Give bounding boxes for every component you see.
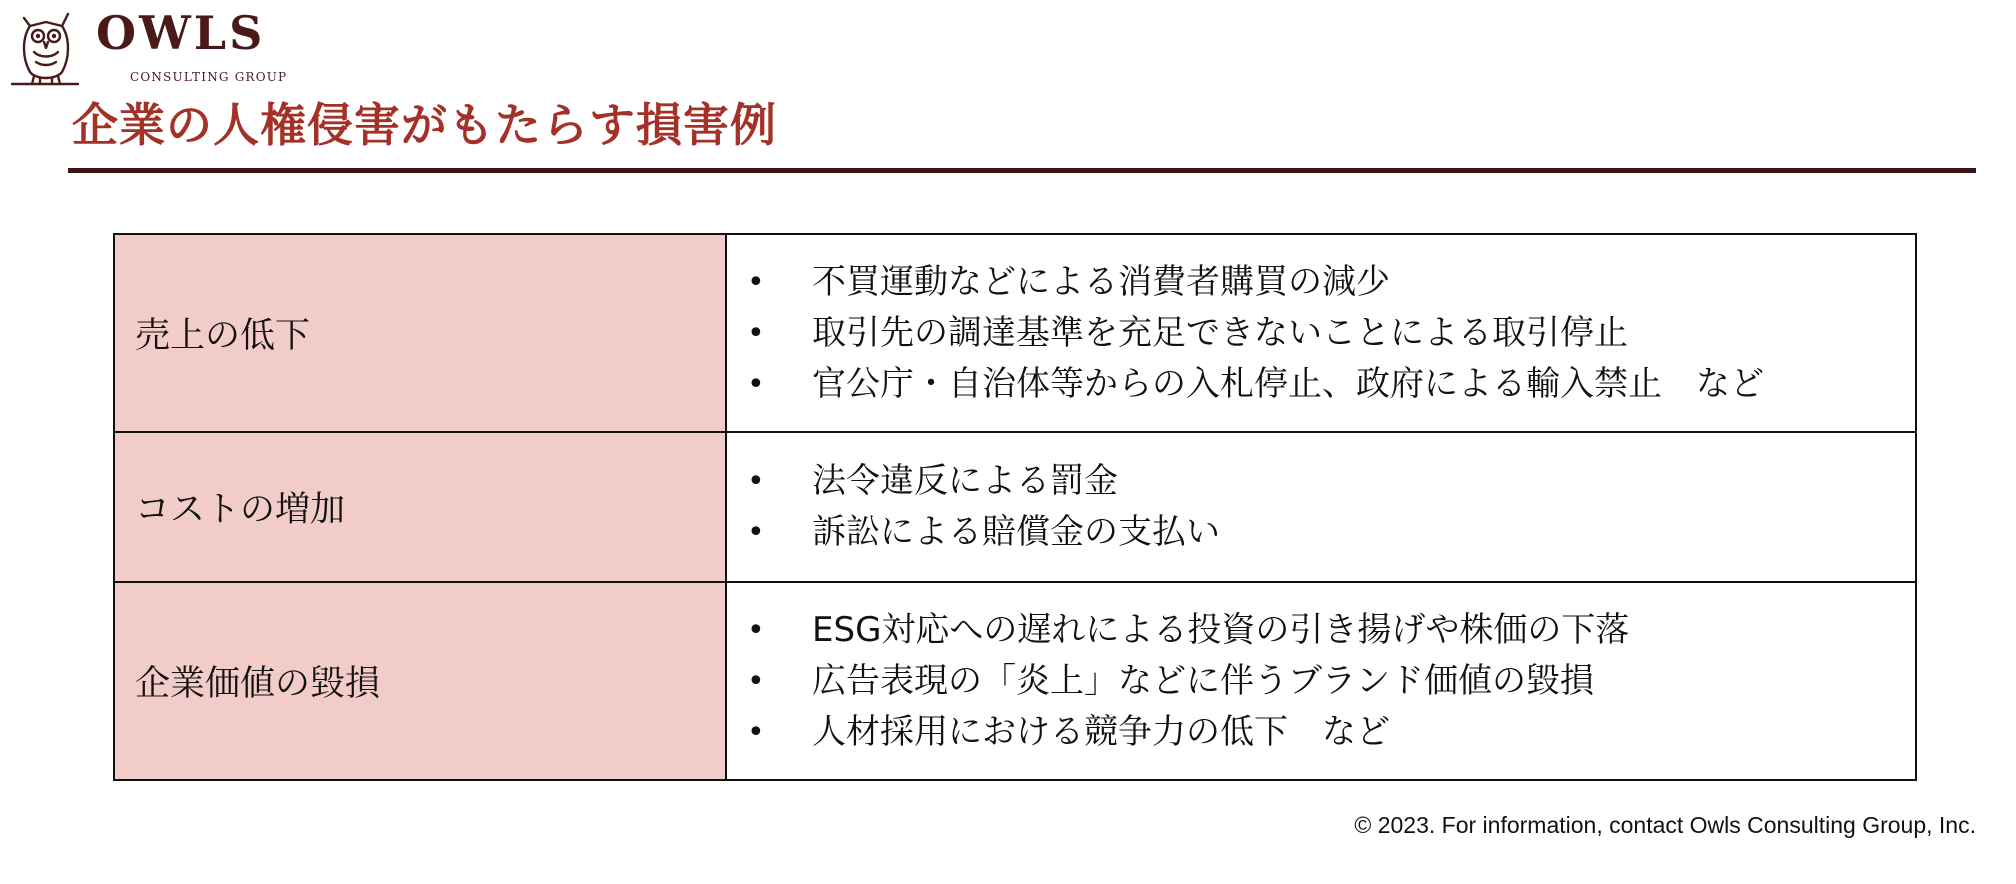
owl-icon bbox=[8, 4, 84, 88]
table-row bbox=[114, 432, 1916, 582]
copyright-footer: © 2023. For information, contact Owls Consulting Group, Inc. bbox=[1354, 812, 1976, 838]
bullet-list bbox=[727, 257, 1915, 410]
logo-name: OWLS bbox=[96, 6, 266, 60]
examples-cell bbox=[726, 432, 1916, 582]
list-item: • 訴訟による賠償金の支払い bbox=[747, 507, 1915, 558]
examples-cell bbox=[726, 234, 1916, 432]
examples-cell bbox=[726, 582, 1916, 780]
bullet-list bbox=[727, 605, 1915, 758]
list-item: • 取引先の調達基準を充足できないことによる取引停止 bbox=[747, 308, 1915, 359]
table-row bbox=[114, 582, 1916, 780]
list-item: • 不買運動などによる消費者購買の減少 bbox=[747, 257, 1915, 308]
bullet-list bbox=[727, 456, 1915, 558]
title-divider bbox=[68, 168, 1976, 173]
table-row bbox=[114, 234, 1916, 432]
category-cell: 売上の低下 bbox=[114, 234, 726, 432]
list-item: • 広告表現の「炎上」などに伴うブランド価値の毀損 bbox=[747, 656, 1915, 707]
company-logo bbox=[8, 4, 288, 88]
list-item: • 人材採用における競争力の低下 など bbox=[747, 707, 1915, 758]
category-cell: コストの増加 bbox=[114, 432, 726, 582]
page-title: 企業の人権侵害がもたらす損害例 bbox=[72, 98, 777, 152]
list-item: • 法令違反による罰金 bbox=[747, 456, 1915, 507]
list-item: • 官公庁・自治体等からの入札停止、政府による輸入禁止 など bbox=[747, 359, 1915, 410]
damage-table bbox=[113, 233, 1917, 781]
logo-subtitle: CONSULTING GROUP bbox=[130, 70, 288, 84]
category-cell: 企業価値の毀損 bbox=[114, 582, 726, 780]
list-item: • ESG対応への遅れによる投資の引き揚げや株価の下落 bbox=[747, 605, 1915, 656]
